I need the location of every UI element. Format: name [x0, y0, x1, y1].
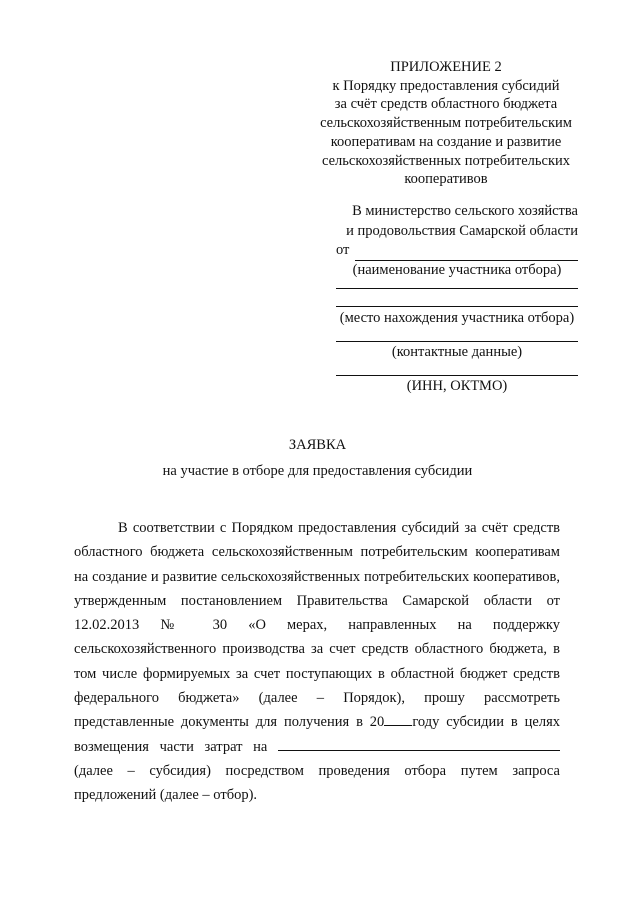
- from-line: [336, 241, 578, 261]
- document-title: ЗАЯВКА: [288, 437, 347, 453]
- addressee-line: В министерство сельского хозяйства: [352, 203, 578, 219]
- appendix-line: сельскохозяйственных потребительских: [321, 152, 570, 169]
- appendix-line: сельскохозяйственным потребительским: [320, 115, 572, 132]
- body-text-part2: году субсидии в целях возмещения части затрат на: [74, 714, 560, 755]
- appendix-line: к Порядку предоставления субсидий: [332, 77, 560, 94]
- caption-participant-location: (место нахождения участника отбора): [339, 310, 575, 326]
- from-label: от: [336, 242, 350, 258]
- blank-line[interactable]: [336, 306, 578, 307]
- body-text-part1: В соответствии с Порядком предоставления субсидий за счёт средств областного бюджета сельскохозяйственным потребительским кооперативам на создание и развитие сельскохозяйственных потребительских кооперативов, утвержденным постановлением Правительства Самарской области от 12.02.2013 № 30 «О мерах, направленных на поддержку сельскохозяйственного производства за счет средств областного бюджета, в том числе формируемых за счет поступающих в областной бюджет средств федерального бюджета» (далее – Порядок), прошу рассмотреть представленные документы для получения в 20: [74, 520, 560, 731]
- appendix-line: кооперативам на создание и развитие: [330, 133, 562, 150]
- caption-contact-details: (контактные данные): [391, 344, 523, 360]
- year-blank-field[interactable]: [384, 713, 412, 726]
- appendix-line: за счёт средств областного бюджета: [334, 96, 558, 113]
- appendix-line: кооперативов: [404, 171, 488, 188]
- inn-block: [336, 375, 578, 395]
- appendix-title: ПРИЛОЖЕНИЕ 2: [390, 59, 502, 75]
- application-body: [74, 516, 560, 808]
- appendix-header: [300, 58, 592, 189]
- costs-blank-field[interactable]: [278, 738, 560, 751]
- blank-line[interactable]: [336, 375, 578, 376]
- addressee-block: [336, 202, 578, 279]
- caption-inn-oktmo: (ИНН, ОКТМО): [406, 378, 508, 394]
- body-paragraph: [74, 516, 560, 808]
- body-text-part3: (далее – субсидия) посредством проведения отбора путем запроса предложений (далее – отбор).: [74, 762, 560, 804]
- blank-line[interactable]: [336, 288, 578, 289]
- addressee-line: и продовольствия Самарской области: [346, 222, 578, 239]
- caption-participant-name: (наименование участника отбора): [352, 261, 562, 278]
- location-block: [336, 288, 578, 327]
- from-blank-field[interactable]: [355, 246, 578, 261]
- blank-line[interactable]: [336, 341, 578, 342]
- contacts-block: [336, 341, 578, 361]
- document-subtitle: на участие в отборе для предоставления субсидии: [162, 463, 473, 479]
